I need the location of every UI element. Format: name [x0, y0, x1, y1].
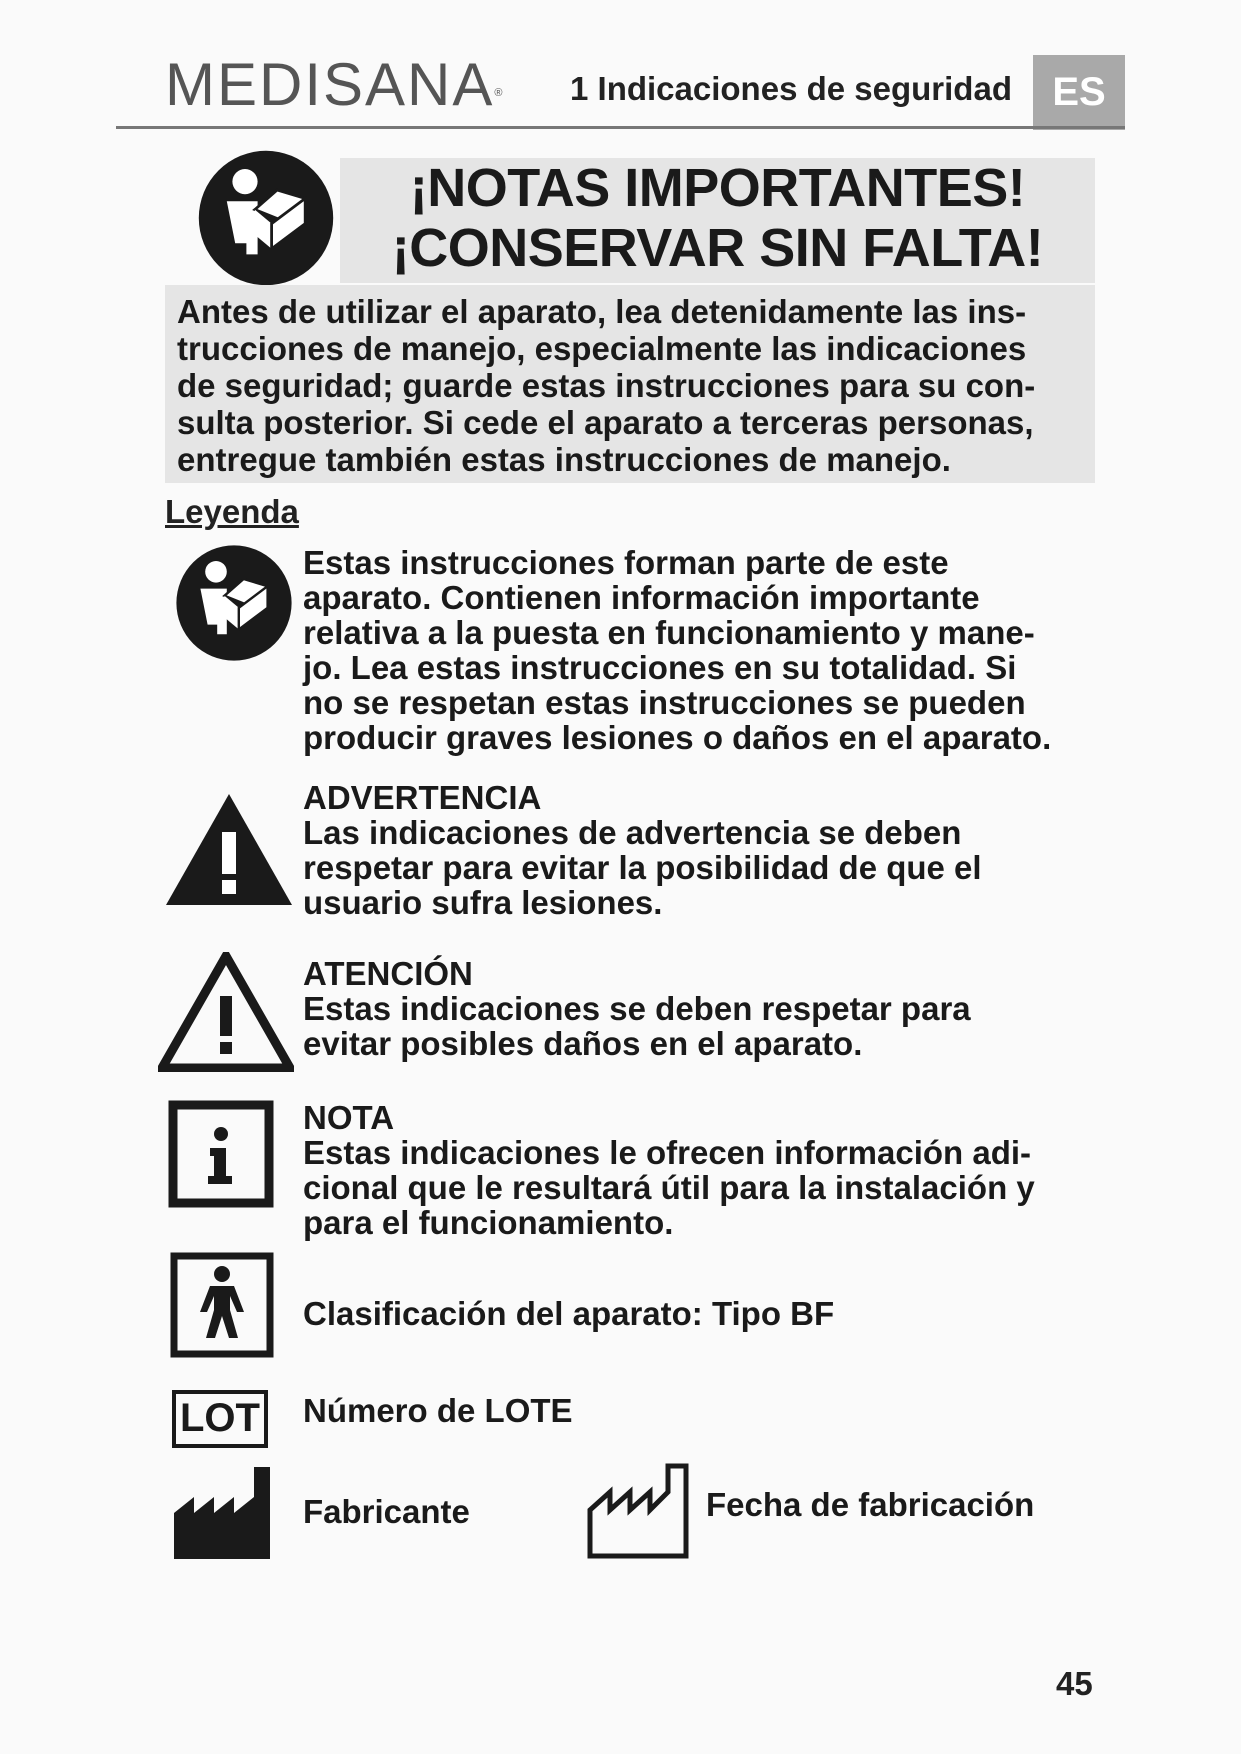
manual-line: producir graves lesiones o daños en el aparato.: [303, 719, 1052, 756]
bf-type-label: Clasificación del aparato: Tipo BF: [303, 1295, 835, 1332]
notice-title-box: [340, 158, 1095, 283]
warning-icon: [164, 792, 294, 907]
registered-mark: ®: [494, 87, 505, 99]
warning-line: usuario sufra lesiones.: [303, 884, 663, 921]
read-manual-icon: [174, 543, 294, 663]
brand-name: MEDISANA: [165, 51, 495, 118]
lot-label: Número de LOTE: [303, 1392, 573, 1429]
note-description: [303, 1100, 1123, 1240]
caution-line: Estas indicaciones se deben respetar para: [303, 990, 971, 1027]
manufacturer-icon: [172, 1465, 272, 1561]
notice-text-box: [165, 285, 1095, 483]
caution-line: evitar posibles daños en el aparato.: [303, 1025, 863, 1062]
manufacture-date-icon: [586, 1462, 690, 1560]
header-divider: [116, 126, 1125, 129]
language-tab: ES: [1033, 55, 1125, 130]
notice-line: trucciones de manejo, especialmente las indicaciones: [177, 330, 1027, 367]
note-line: cional que le resultará útil para la instalación y: [303, 1169, 1035, 1206]
manual-line: Estas instrucciones forman parte de este: [303, 544, 949, 581]
manual-line: aparato. Contienen información importante: [303, 579, 980, 616]
type-bf-icon: [170, 1252, 274, 1358]
notice-line: de seguridad; guarde estas instrucciones para su con-: [177, 367, 1036, 404]
manual-line: relativa a la puesta en funcionamiento y mane-: [303, 614, 1035, 651]
manual-line: no se respetan estas instrucciones se pueden: [303, 684, 1026, 721]
warning-description: [303, 780, 1123, 920]
lot-icon-text: LOT: [180, 1396, 260, 1440]
notice-line: entregue también estas instrucciones de manejo.: [177, 441, 951, 478]
legend-heading: Leyenda: [165, 493, 299, 530]
section-title: 1 Indicaciones de seguridad: [570, 70, 1012, 107]
warning-line: Las indicaciones de advertencia se deben: [303, 814, 962, 851]
read-manual-icon: [196, 148, 336, 288]
warning-line: respetar para evitar la posibilidad de que el: [303, 849, 982, 886]
caution-icon: [158, 952, 294, 1072]
notice-line: sulta posterior. Si cede el aparato a terceras personas,: [177, 404, 1034, 441]
caution-title: ATENCIÓN: [303, 955, 473, 992]
note-title: NOTA: [303, 1099, 395, 1136]
notice-title-line2: ¡CONSERVAR SIN FALTA!: [391, 218, 1044, 278]
manufacture-date-label: Fecha de fabricación: [706, 1486, 1035, 1523]
caution-description: [303, 956, 1123, 1061]
notice-line: Antes de utilizar el aparato, lea detenidamente las ins-: [177, 293, 1027, 330]
lot-icon: [172, 1390, 268, 1448]
note-line: Estas indicaciones le ofrecen información adi-: [303, 1134, 1032, 1171]
notice-title-line1: ¡NOTAS IMPORTANTES!: [409, 158, 1026, 218]
note-line: para el funcionamiento.: [303, 1204, 674, 1241]
brand-logo: [165, 50, 505, 120]
manufacturer-label: Fabricante: [303, 1493, 470, 1530]
manual-description: [303, 545, 1123, 755]
manual-line: jo. Lea estas instrucciones en su totalidad. Si: [303, 649, 1017, 686]
warning-title: ADVERTENCIA: [303, 779, 542, 816]
notice-text: [177, 293, 1083, 478]
page-number: 45: [1056, 1665, 1093, 1702]
info-icon: [168, 1100, 274, 1208]
